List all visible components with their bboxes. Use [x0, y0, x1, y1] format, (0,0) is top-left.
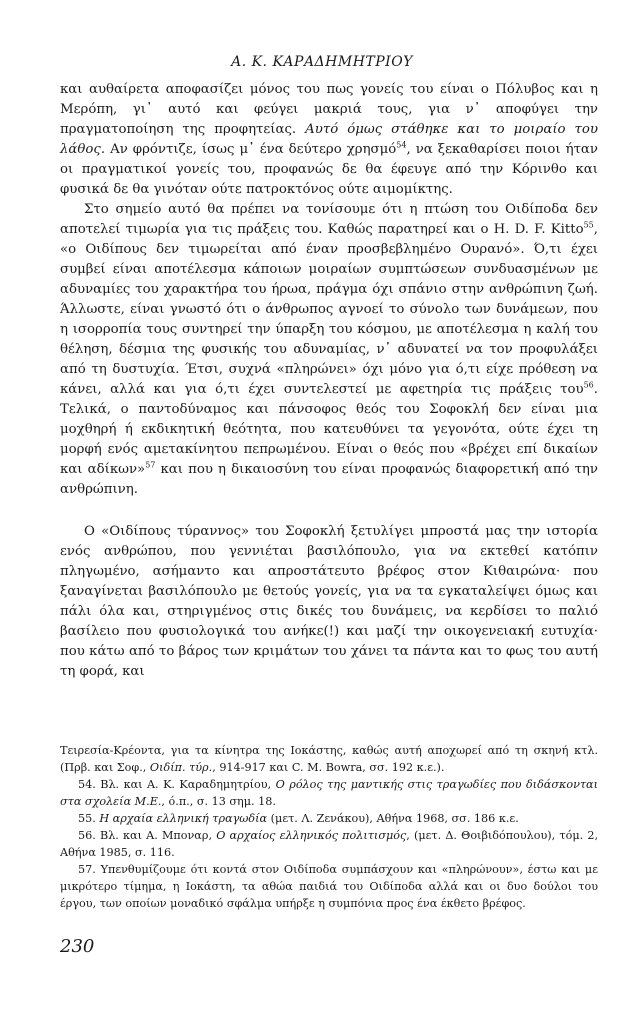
footnote-55 [60, 810, 598, 827]
paragraph-text: Αν φρόντιζε, ίσως μ᾽ ένα δεύτερο χρησμό [105, 142, 397, 157]
main-text [60, 80, 598, 682]
footnote-title: Ο αρχαίος ελληνικός πολιτισμός [216, 829, 407, 842]
paragraph-2 [60, 200, 598, 500]
paragraph-text: , να ξεκαθαρίσει ποιοι ήταν οι πραγματικοί γονείς του, προφανώς δε θα έφευγε από την Κόρινθο και φυσικά δε θα γινόταν ούτε πατροκτόνος ούτε αιμομίκτης. [60, 142, 598, 197]
footnote-text: 57. Υπενθυμίζουμε ότι κοντά στον Οιδίποδα συμπάσχουν και «πληρώνουν», έστω και με μικρότερο τίμημα, η Ιοκάστη, τα αθώα παιδιά του Οιδίποδα αλλά και οι δυο δούλοι του έργου, των οποίων μοναδικό σφάλμα υπήρξε η συμπόνια προς ένα έκθετο βρέφος. [60, 863, 598, 910]
paragraph-text: . Τελικά, ο παντοδύναμος και πάνσοφος θεός του Σοφοκλή δεν είναι μια μοχθηρή ή εκδικητική θεότητα, που κατευθύνει τα γεγονότα, ούτε έχει τη μορφή ενός αμετακίνητου πεπρωμένου. Είναι ο θεός που «βρέχει επί δικαίων και αδίκων» [60, 382, 598, 477]
paragraph-text: και αυθαίρετα αποφασίζει μόνος του πως γονείς του είναι ο Πόλυβος και η Μερόπη, γι᾽ αυτό και φεύγει μακριά τους, για ν᾽ αποφύγει την πραγματοποίηση της προφητείας. [60, 82, 598, 137]
paragraph-text: Ο «Οιδίπους τύραννος» του Σοφοκλή ξετυλίγει μπροστά μας την ιστορία ενός ανθρώπου, που γεννιέται βασιλόπουλο, για να εκτεθεί κατόπιν πληγωμένο, ασήμαντο και απροστάτευτο βρέφος στον Κιθαιρώνα· που ξαναγίνεται βασιλόπουλο με θετούς γονείς, για να τα εγκαταλείψει όμως και πάλι όλα και, στηριγμένος στις δικές του δυνάμεις, να κερδίσει το παλιό βασίλειο που φυσιολογικά του ανήκε(!) και μαζί την οικογενειακή ευτυχία· που κάτω από το βάρος των κριμάτων του χάνει τα πάντα και το φως του αυτή τη φορά, και [60, 524, 598, 679]
footnote-title: Ο ρόλος της μαντικής στις τραγωδίες που διδάσκονται στα σχολεία Μ.Ε. [60, 778, 599, 808]
paragraph-3 [60, 522, 598, 682]
paragraph-text: Στο σημείο αυτό θα πρέπει να τονίσουμε ότι η πτώση του Οιδίποδα δεν αποτελεί τιμωρία για τις πράξεις του. Καθώς παρατηρεί και ο H. D. F. Kitto [60, 202, 598, 237]
page-number: 230 [60, 936, 95, 957]
footnote-title: Οιδίπ. τύρ. [149, 761, 213, 774]
paragraph-1 [60, 80, 598, 200]
footnote-56 [60, 827, 598, 861]
footnote-text: 54. Βλ. και Α. Κ. Καραδημητρίου, [78, 778, 276, 791]
footnote-text: , (μετ. Δ. Θοιβιδόπουλου), τόμ. 2, Αθήνα 1985, σ. 116. [60, 829, 599, 859]
footnote-text: 56. Βλ. και Α. Μποναρ, [78, 829, 217, 842]
footnote-57 [60, 861, 598, 912]
footnotes [60, 742, 598, 912]
footnote-continuation [60, 742, 598, 776]
footnote-text: , ό.π., σ. 13 σημ. 18. [161, 795, 276, 808]
footnote-54 [60, 776, 598, 810]
footnote-text: Τειρεσία-Κρέοντα, για τα κίνητρα της Ιοκάστης, καθώς αυτή αποχωρεί από τη σκηνή κτλ. (Πρβ. και Σοφ., [60, 744, 598, 774]
footnote-text: (μετ. Λ. Ζενάκου), Αθήνα 1968, σσ. 186 κ.ε. [267, 812, 519, 825]
running-head: Α. Κ. ΚΑΡΑΔΗΜΗΤΡΙΟΥ [231, 54, 413, 70]
footnote-text: , 914-917 και C. M. Bowra, σσ. 192 κ.ε.). [212, 761, 445, 774]
footnote-ref-56[interactable]: 56 [583, 380, 594, 390]
paragraph-text: και που η δικαιοσύνη του είναι προφανώς διαφορετική από την ανθρώπινη. [60, 462, 598, 497]
footnote-ref-54[interactable]: 54 [396, 140, 407, 150]
footnote-title: Η αρχαία ελληνική τραγωδία [99, 812, 268, 825]
italic-phrase: Αυτό όμως στάθηκε και το μοιραίο του λάθος. [60, 122, 598, 157]
footnote-ref-57[interactable]: 57 [145, 460, 156, 470]
paragraph-text: , «ο Οιδίπους δεν τιμωρείται από έναν προσβεβλημένο Ουρανό». Ό,τι έχει συμβεί είναι αποτέλεσμα κάποιων μοιραίων συμπτώσεων συνδυασμένων με αδυναμίες του χαρακτήρα του ήρωα, πράγμα όχι σπάνιο στην ανθρώπινη ζωή. Άλλωστε, είναι γνωστό ότι ο άνθρωπος αγνοεί το σύνολο των δυνάμεων, που η ισορροπία τους συντηρεί την ύπαρξη του κόσμου, με αποτέλεσμα η καλή του θέληση, δέσμια της φυσικής του αδυναμίας, ν᾽ αδυνατεί να τον προφυλάξει από τη δυστυχία. Έτσι, συχνά «πληρώνει» όχι μόνο για ό,τι είχε πρόθεση να κάνει, αλλά και για ό,τι έχει συντελεστεί με αφετηρία τις πράξεις του [60, 222, 598, 397]
footnote-ref-55[interactable]: 55 [583, 220, 594, 230]
footnote-text: 55. [78, 812, 100, 825]
